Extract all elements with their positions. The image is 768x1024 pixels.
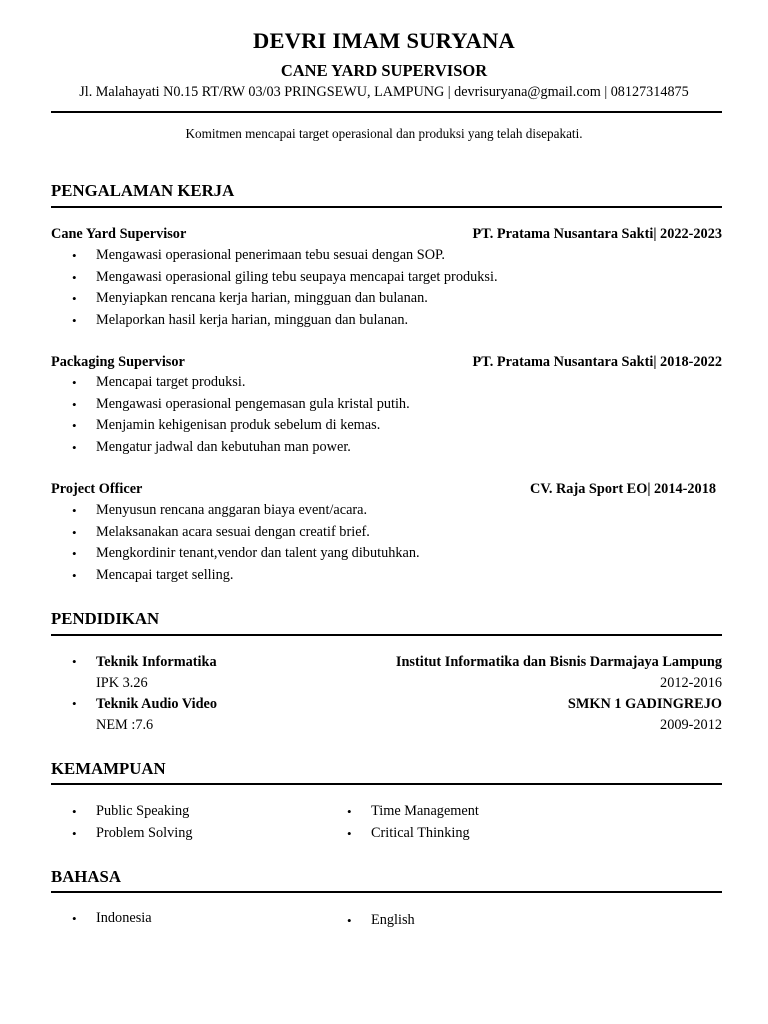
job-duties-list: [72, 500, 420, 586]
bullet-icon: •: [72, 439, 77, 455]
bullet-icon: •: [72, 911, 77, 926]
bullet-icon: •: [72, 291, 77, 306]
skills-heading: KEMAMPUAN: [51, 759, 166, 778]
bullet-icon: •: [72, 248, 77, 263]
bullet-icon: •: [347, 913, 352, 928]
list-item: • Time Management: [347, 801, 479, 823]
list-item: • Melaksanakan acara sesuai dengan creatif brief.: [72, 522, 420, 544]
job-company: PT. Pratama Nusantara Sakti| 2018-2022: [472, 354, 722, 370]
languages-list-left: [72, 908, 152, 930]
list-item: • Mengawasi operasional giling tebu seupaya mencapai target produksi.: [72, 267, 498, 289]
bullet-icon: •: [72, 546, 77, 561]
list-item: • Public Speaking: [72, 801, 193, 823]
skills-divider: [51, 783, 722, 785]
bullet-icon: •: [72, 524, 77, 540]
list-item: • Mengawasi operasional penerimaan tebu sesuai dengan SOP.: [72, 245, 498, 267]
experience-divider: [51, 206, 722, 208]
education-years: 2009-2012: [660, 717, 722, 733]
education-heading: PENDIDIKAN: [51, 609, 160, 628]
list-item: • Menyusun rencana anggaran biaya event/acara.: [72, 500, 420, 522]
languages-divider: [51, 891, 722, 893]
education-score: NEM :7.6: [96, 717, 154, 733]
bullet-icon: •: [72, 312, 77, 328]
contact-line: Jl. Malahayati N0.15 RT/RW 03/03 PRINGSEWU, LAMPUNG | devrisuryana@gmail.com | 08127314875: [79, 84, 689, 100]
list-item: • Mencapai target selling.: [72, 565, 420, 587]
job-position: Cane Yard Supervisor: [51, 226, 187, 242]
experience-heading: PENGALAMAN KERJA: [51, 181, 235, 200]
education-school: Institut Informatika dan Bisnis Darmajaya Lampung: [395, 654, 722, 670]
bullet-icon: •: [72, 375, 77, 390]
summary-text: Komitmen mencapai target operasional dan produksi yang telah disepakati.: [185, 126, 583, 141]
list-item: • Mengatur jadwal dan kebutuhan man power.: [72, 437, 410, 459]
education-years: 2012-2016: [660, 675, 722, 691]
job-company: PT. Pratama Nusantara Sakti| 2022-2023: [472, 226, 722, 242]
job-position: Packaging Supervisor: [51, 354, 185, 370]
list-item: • Melaporkan hasil kerja harian, mingguan dan bulanan.: [72, 310, 498, 332]
bullet-icon: •: [72, 804, 77, 819]
list-item: • Mengawasi operasional pengemasan gula kristal putih.: [72, 394, 410, 416]
candidate-name: DEVRI IMAM SURYANA: [253, 28, 515, 53]
languages-list-right: [347, 910, 415, 932]
job-duties-list: [72, 245, 498, 331]
candidate-role: CANE YARD SUPERVISOR: [280, 61, 488, 80]
job-duties-list: [72, 372, 410, 458]
list-item: • Mencapai target produksi.: [72, 372, 410, 394]
list-item: • Problem Solving: [72, 823, 193, 845]
education-major: • Teknik Audio Video: [72, 696, 218, 712]
bullet-icon: •: [72, 825, 77, 841]
list-item: • Menyiapkan rencana kerja harian, mingguan dan bulanan.: [72, 288, 498, 310]
bullet-icon: •: [72, 696, 77, 711]
list-item: • Indonesia: [72, 908, 152, 930]
education-score: IPK 3.26: [96, 675, 148, 691]
list-item: • English: [347, 910, 415, 932]
languages-heading: BAHASA: [51, 867, 121, 886]
list-item: • Critical Thinking: [347, 823, 479, 845]
bullet-icon: •: [347, 804, 352, 819]
bullet-icon: •: [72, 567, 77, 583]
job-company: CV. Raja Sport EO| 2014-2018: [530, 481, 716, 497]
bullet-icon: •: [72, 654, 77, 669]
bullet-icon: •: [347, 825, 352, 841]
job-position: Project Officer: [51, 481, 143, 497]
bullet-icon: •: [72, 418, 77, 433]
header-divider: [51, 111, 722, 113]
skills-list-left: [72, 801, 193, 844]
list-item: • Mengkordinir tenant,vendor dan talent yang dibutuhkan.: [72, 543, 420, 565]
list-item: • Menjamin kehigenisan produk sebelum di kemas.: [72, 415, 410, 437]
bullet-icon: •: [72, 396, 77, 412]
skills-list-right: [347, 801, 479, 844]
education-major: • Teknik Informatika: [72, 654, 217, 670]
education-school: SMKN 1 GADINGREJO: [567, 696, 722, 712]
bullet-icon: •: [72, 503, 77, 518]
bullet-icon: •: [72, 269, 77, 285]
education-divider: [51, 634, 722, 636]
